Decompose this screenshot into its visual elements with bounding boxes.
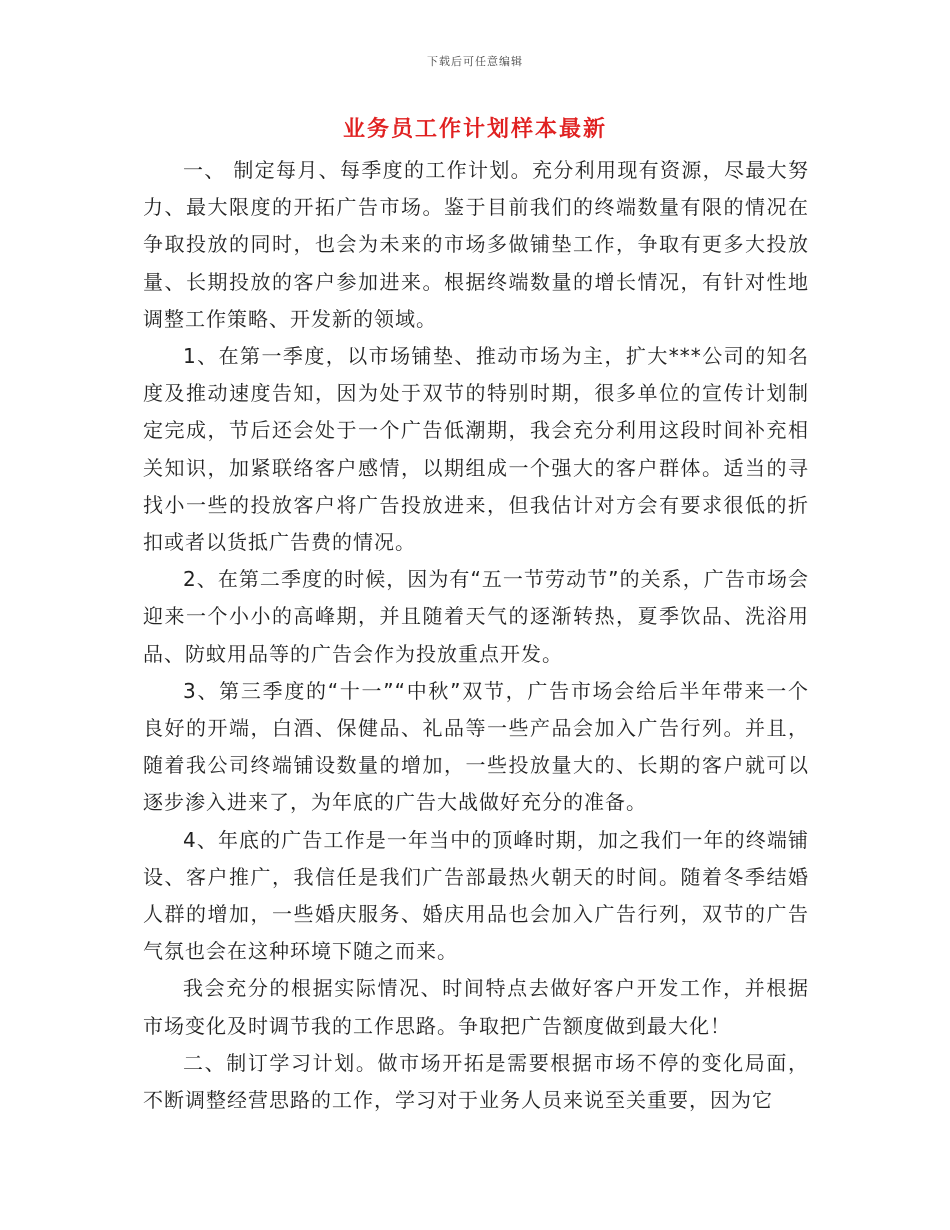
document-title: 业务员工作计划样本最新	[342, 117, 607, 142]
header-note: 下载后可任意编辑	[427, 55, 523, 68]
paragraph: 4、年底的广告工作是一年当中的顶峰时期，加之我们一年的终端铺设、客户推广，我信任是我们广告部最热火朝天的时间。随着冬季结婚人群的增加，一些婚庆服务、婚庆用品也会加入广告行列，双节的广告气氛也会在这种环境下随之而来。	[143, 827, 809, 964]
paragraph: 3、第三季度的“十一”“中秋”双节，广告市场会给后半年带来一个良好的开端，白酒、保健品、礼品等一些产品会加入广告行列。并且，随着我公司终端铺设数量的增加，一些投放量大的、长期的客户就可以逐步渗入进来了，为年底的广告大战做好充分的准备。	[143, 678, 809, 815]
paragraph: 1、在第一季度，以市场铺垫、推动市场为主，扩大***公司的知名度及推动速度告知，因为处于双节的特别时期，很多单位的宣传计划制定完成，节后还会处于一个广告低潮期，我会充分利用这段时间补充相关知识，加紧联络客户感情，以期组成一个强大的客户群体。适当的寻找小一些的投放客户将广告投放进来，但我估计对方会有要求很低的折扣或者以货抵广告费的情况。	[143, 344, 809, 555]
document-body	[143, 152, 809, 1119]
paragraph: 2、在第二季度的时候，因为有“五一节劳动节”的关系，广告市场会迎来一个小小的高峰期，并且随着天气的逐渐转热，夏季饮品、洗浴用品、防蚊用品等的广告会作为投放重点开发。	[143, 567, 809, 666]
paragraph: 我会充分的根据实际情况、时间特点去做好客户开发工作，并根据市场变化及时调节我的工作思路。争取把广告额度做到最大化！	[143, 976, 809, 1038]
paragraph: 二、制订学习计划。做市场开拓是需要根据市场不停的变化局面，不断调整经营思路的工作，学习对于业务人员来说至关重要，因为它	[143, 1050, 809, 1113]
paragraph: 一、 制定每月、每季度的工作计划。充分利用现有资源，尽最大努力、最大限度的开拓广告市场。鉴于目前我们的终端数量有限的情况在争取投放的同时，也会为未来的市场多做铺垫工作，争取有更多大投放量、长期投放的客户参加进来。根据终端数量的增长情况，有针对性地调整工作策略、开发新的领域。	[143, 158, 809, 331]
